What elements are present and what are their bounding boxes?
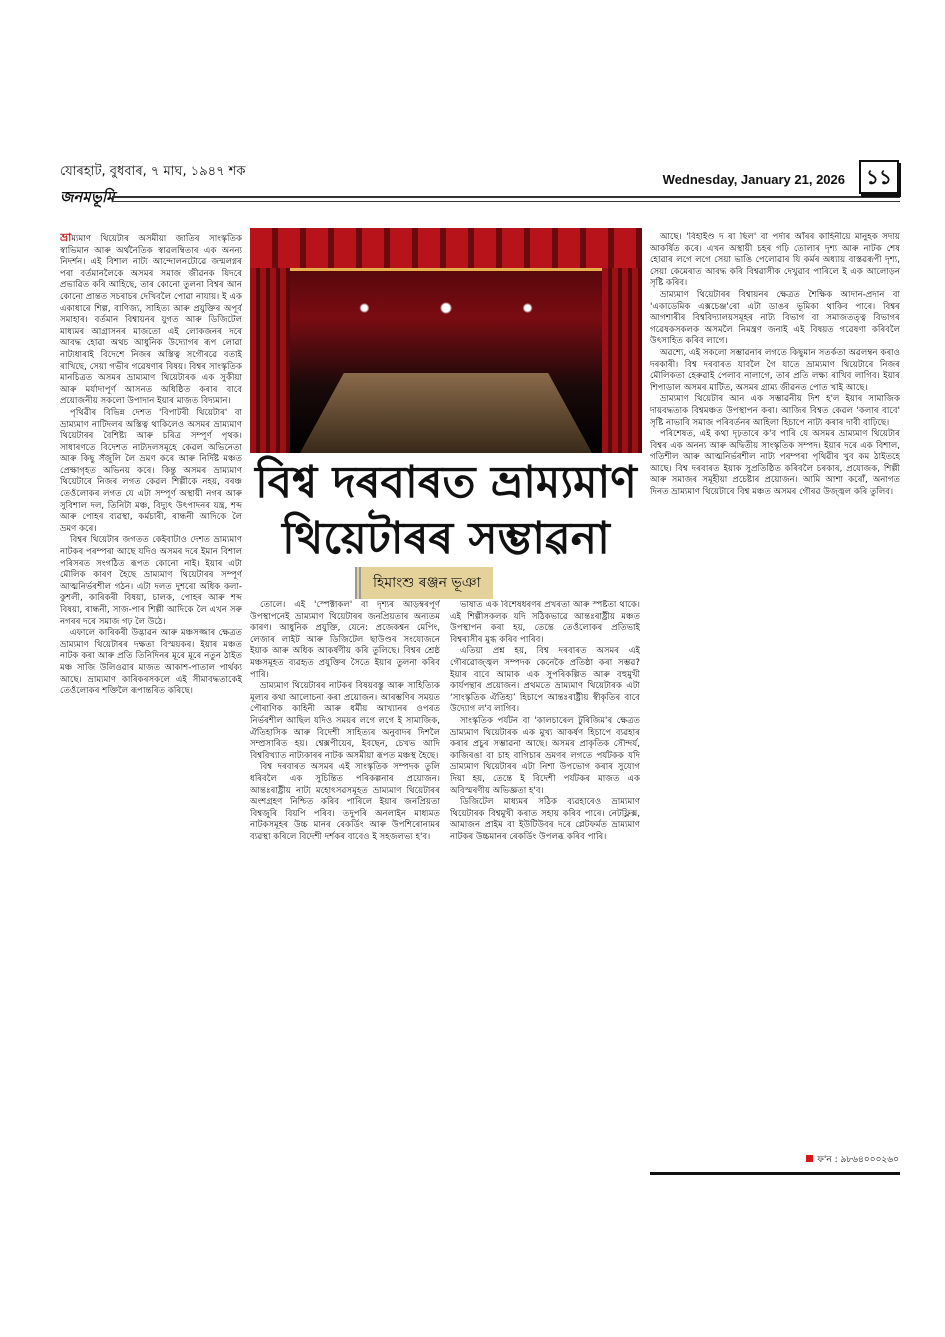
- curtain-valance: [250, 228, 642, 271]
- headline-line-2: থিয়েটাৰৰ সম্ভাৱনা: [282, 513, 610, 564]
- theatre-stage-photo: [250, 228, 642, 453]
- paragraph-text: ভ্ৰাম্যমাণ থিয়েটাৰ আন এক সম্ভাৱনীয় দিশ হ'ল ইয়াৰ সামাজিক দায়বদ্ধতাক বিশ্বমঞ্চত উপস্থাপন কৰা। আজিৰ বিশ্বত কেৱল 'কলাৰ বাবে' সৃষ্টি নাভাবি সমাজ পৰিবৰ্তনৰ আহিলা হিচাপে নাট্য কৰাৰ দাবী বাঢ়িছে।: [650, 394, 900, 428]
- red-square-icon: [806, 1155, 813, 1162]
- dateline: যোৰহাট, বুধবাৰ, ৭ মাঘ, ১৯৪৭ শক: [60, 164, 246, 179]
- author-phone: [806, 1152, 899, 1167]
- paragraph: [60, 535, 242, 628]
- curtain-left: [250, 268, 290, 453]
- paragraph-text: ডিজিটেল মাধ্যমৰ সঠিক ব্যৱহাৰেও ভ্ৰাম্যমাণ থিয়েটাৰক বিশ্বমুখী কৰাত সহায় কৰিব পাৰে। নেটফ্লিক্স, আমাজন প্ৰাইম বা ইউটিউবৰ দৰে প্লেটফৰ্মত ভ্ৰাম্যমাণ নাটকৰ উচ্চমানৰ ৰেকৰ্ডিং উপলব্ধ কৰিব পাৰি।: [450, 797, 640, 842]
- phone-number: ফ'ন : ৯৮৬৪০০০২৬০: [817, 1155, 899, 1165]
- article-headline: [250, 455, 642, 567]
- paragraph: [450, 797, 640, 843]
- paragraph: [650, 429, 900, 499]
- paragraph-text: তোলে। এই 'স্পেক্টাকল' বা দৃশ্যৰ আড়ম্বৰপূৰ্ণ উপস্থাপনেই ভ্ৰাম্যমাণ থিয়েটাৰৰ জনপ্ৰিয়তাৰ অন্যতম কাৰণ। আধুনিক প্ৰযুক্তি, যেনে: প্ৰজেকশ্বন মেপিং, লেজাৰ লাইট আৰু ডিজিটেল ছাউণ্ডৰ সংযোজনে ইয়াক আৰু অধিক আকৰ্ষণীয় কৰি তুলিছে। বিশ্বৰ শ্ৰেষ্ঠ মঞ্চসমূহত ব্যৱহৃত প্ৰযুক্তিৰ সৈতে ইয়াৰ তুলনা কৰিব পাৰি।: [250, 600, 440, 680]
- paragraph: [650, 290, 900, 348]
- paragraph: [60, 628, 242, 698]
- paragraph-text: ভ্ৰাম্যমাণ থিয়েটাৰৰ বিশ্বায়নৰ ক্ষেত্ৰত শৈক্ষিক আদান-প্ৰদান বা 'একাডেমিক এক্সচেঞ্জ'ৰো এটা ডাঙৰ ভূমিকা থাকিব পাৰে। বিশ্বৰ আগশাৰীৰ বিশ্ববিদ্যালয়সমূহৰ নাট্য বিভাগ বা সমাজতত্ত্ব বিভাগৰ গৱেষকসকলক অসমলৈ নিমন্ত্ৰণ জনাই এই বিষয়ত গৱেষণা কৰিবলৈ উৎসাহিত কৰিব লাগে।: [650, 289, 900, 347]
- article-column-3: [450, 600, 640, 1165]
- paragraph: [650, 348, 900, 394]
- paragraph: [450, 646, 640, 716]
- page-number: ১১: [859, 160, 899, 194]
- article-column-4: [650, 232, 900, 1152]
- paragraph-text: এফালে কাৰিকৰী উদ্ভাৱন আৰু মঞ্চসজ্জাৰ ক্ষেত্ৰত ভ্ৰাম্যমাণ থিয়েটাৰৰ দক্ষতা বিস্ময়কৰ। ইয়াৰ মঞ্চত নাটক কৰা আৰু প্ৰতি তিনিদিনৰ মূৰে মূৰে নতুন ঠাইত মঞ্চ সাজি উলিওৱাৰ মাজত আকাশ-পাতাল পাৰ্থক্য আছে। ভ্ৰাম্যমাণ কাৰিকৰসকলে এই সীমাবদ্ধতাকেই তেওঁলোকৰ শক্তিলৈ ৰূপান্তৰিত কৰিছে।: [60, 628, 242, 697]
- curtain-right: [602, 268, 642, 453]
- paragraph-text: আছে। 'বিহাইণ্ড দ ৰা ছিল' বা পৰ্দাৰ আঁৰৰ কাহিনীয়ে মানুহক সদায় আকৰ্ষিত কৰে। এখন অস্থায়ী চহৰ গঢ়ি তোলাৰ দৃশ্য আৰু নাটক শেষ হোৱাৰ লগে লগে সেয়া ভাঙি পেলোৱাৰ যি কৰ্মৰ অধ্যায় বাস্তৱৰূপী দৃশ্য, সেয়া কেমেৰাত আবদ্ধ কৰি বিশ্বৱাসীক দেখুৱাব পাৰিলে ই এক আলোড়ন সৃষ্টি কৰিব।: [650, 232, 900, 289]
- paragraph: [450, 600, 640, 646]
- paragraph-text: ম্যমাণ থিয়েটাৰ অসমীয়া জাতিৰ সাংস্কৃতিক স্বাভিমান আৰু অৰ্থনৈতিক স্বাৱলম্বিতাৰ এক অনন্য নিদৰ্শন। এই বিশাল নাট্য আন্দোলনটোৱে জন্মলগ্নৰ পৰা বৰ্তমানলৈকে অসমৰ সমাজ জীৱনক যিদৰে প্ৰভাৱিত কৰি আহিছে, তাৰ কোনো তুলনা বিশ্বৰ আন কোনো প্ৰান্তত সচৰাচৰ দেখিবলৈ পোৱা নাযায়। ই এক একাধাৰে শিল্প, বাণিজ্য, সাহিত্য আৰু প্ৰযুক্তিৰ অপূৰ্ব সমাহাৰ। বৰ্তমান বিশ্বায়নৰ যুগত আৰু ডিজিটেল মাধ্যমৰ আগ্ৰাসনৰ মাজতো এই লোকজনৰ দৰে আবদ্ধ হোৱা অথচ আধুনিক উদ্যোগৰ ৰূপ লোৱা নাট্যধাৰাই বিদেশে নিজৰ অস্তিত্ব সগৌৰৱে বতাই ৰাখিছে, সেয়া গভীৰ গৱেষণাৰ বিষয়। বিশ্বৰ সাংস্কৃতিক মানচিত্ৰত অসমৰ ভ্ৰাম্যমাণ থিয়েটাৰক এক সুকীয়া আৰু মৰ্যাদাপূৰ্ণ আসনত অধিষ্ঠিত কৰাৰ বাবে প্ৰয়োজনীয় সকলো উপাদান ইয়াৰ মাজত বিদ্যমান।: [60, 234, 242, 407]
- article-column-1: [60, 232, 242, 1162]
- article-column-2: [250, 600, 440, 1165]
- paragraph-text: বিশ্ব দৰবাৰত অসমৰ এই সাংস্কৃতিক সম্পদক তুলি ধৰিবলৈ এক সুচিন্তিত পৰিকল্পনাৰ প্ৰয়োজন। আন্তঃৰাষ্ট্ৰীয় নাট্য মহোৎসৱসমূহত ভ্ৰাম্যমাণ থিয়েটাৰৰ অংশগ্ৰহণ নিশ্চিত কৰিব পাৰিলে ইয়াৰ জনপ্ৰিয়তা বিশ্বজুৰি বিয়পি পৰিব। তদুপৰি অনলাইন মাধ্যমত নাটকসমূহৰ উচ্চ মানৰ ৰেকৰ্ডিং আৰু উপশিৰোনামৰ ব্যৱস্থা কৰিলে বিদেশী দৰ্শকৰ বাবেও ই সহজলভ্য হ'ব।: [250, 762, 440, 842]
- date-english: Wednesday, January 21, 2026: [662, 172, 845, 187]
- paragraph-text: ভাষাত এক বিশেষধৰণৰ প্ৰখৰতা আৰু স্পষ্টতা থাকে। এই শিল্পীসকলক যদি সঠিকভাৱে আন্তঃৰাষ্ট্ৰীয় মঞ্চত উপস্থাপন কৰা হয়, তেন্তে তেওঁলোকৰ প্ৰতিভাই বিশ্বৰাসীৰ মুগ্ধ কৰিব পাৰিব।: [450, 600, 640, 645]
- masthead-logo: জনমভূমি: [60, 188, 115, 206]
- stage-lights: [310, 288, 582, 328]
- paragraph: [650, 232, 900, 290]
- paragraph: [60, 232, 242, 408]
- paragraph: [650, 394, 900, 429]
- paragraph: [250, 600, 440, 681]
- drop-cap: ভ্ৰা: [60, 232, 72, 244]
- paragraph-text: অৱশ্যে, এই সকলো সম্ভাৱনাৰ লগতে কিছুমান সতৰ্কতা অৱলম্বন কৰাও দৰকাৰী। বিশ্ব দৰবাৰত যাবলৈ গৈ যাতে ভ্ৰাম্যমাণ থিয়েটাৰে নিজৰ মৌলিকতা হেৰুৱাই পেলাব নালাগে, তাৰ প্ৰতি লক্ষ্য ৰাখিব লাগিব। ইয়াৰ শিপাডাল অসমৰ মাটিত, অসমৰ গ্ৰাম্য জীৱনত পোত খাই আছে।: [650, 347, 900, 393]
- paragraph: [250, 762, 440, 843]
- article-end-rule: [650, 1172, 900, 1175]
- paragraph: [250, 681, 440, 762]
- paragraph: [60, 408, 242, 536]
- paragraph-text: এতিয়া প্ৰশ্ন হয়, বিশ্ব দৰবাৰত অসমৰ এই গৌৰৱোজ্জ্বল সম্পদক কেনেকৈ প্ৰতিষ্ঠা কৰা সম্ভৱ? ইয়াৰ বাবে আমাক এক সুপৰিকল্পিত আৰু বহুমুখী কাৰ্যপন্থাৰ প্ৰয়োজন। প্ৰথমতে ভ্ৰাম্যমাণ থিয়েটাৰক এটা ‘সাংস্কৃতিক ঐতিহ্য’ হিচাপে আন্তঃৰাষ্ট্ৰীয় স্বীকৃতিৰ বাবে উদ্যোগ ল'ব লাগিব।: [450, 646, 640, 715]
- paragraph-text: বিশ্বৰ থিয়েটাৰ জগতত কেইবাটাও দেশত ভ্ৰাম্যমাণ নাটকৰ পৰম্পৰা আছে যদিও অসমৰ দৰে ইমান বিশাল পৰিসৰত সংগঠিত ৰূপত কোনো নাই। ইয়াৰ এটা মৌলিক কাৰণ হৈছে ভ্ৰাম্যমাণ থিয়েটাৰৰ সম্পূৰ্ণ আত্মনিৰ্ভৰশীল গঠন। এটা দলত দুশৰো অধিক কলা-কুশলী, কাৰিকৰী বিষয়া, চালক, পোহৰ আৰু শব্দ বিষয়া, ৰান্ধনী, সাজ-পাৰ শিল্পী আদিকে লৈ এখন সৰু নগৰৰ দৰে সমাজ গঢ় লৈ উঠে।: [60, 535, 242, 627]
- headline-line-1: বিশ্ব দৰবাৰত ভ্ৰাম্যমাণ: [255, 457, 637, 508]
- paragraph: [450, 716, 640, 797]
- paragraph-text: সাংস্কৃতিক পৰ্যটন বা 'কালচাৰেল টুৰিজিম'ৰ ক্ষেত্ৰত ভ্ৰাম্যমাণ থিয়েটাৰক এক মুখ্য আকৰ্ষণ হিচাপে ব্যৱহাৰ কৰাৰ প্ৰচুৰ সম্ভাৱনা আছে। অসমৰ প্ৰাকৃতিক সৌন্দৰ্য, কাজিৰঙা বা চাহ বাগিচাৰ ভ্ৰমণৰ লগতে পৰ্যটকক যদি ভ্ৰাম্যমাণ থিয়েটাৰৰ এটা নিশা উপভোগ কৰাৰ সুযোগ দিয়া হয়, তেন্তে ই বিদেশী পৰ্যটকৰ মাজত এক অবিস্মৰণীয় অভিজ্ঞতা হ'ব।: [450, 715, 640, 796]
- author-byline: হিমাংশু ৰঞ্জন ভূঞা: [355, 567, 493, 599]
- paragraph-text: ভ্ৰাম্যমাণ থিয়েটাৰৰ নাটকৰ বিষয়বস্তু আৰু সাহিত্যিক মূল্যৰ কথা আলোচনা কৰা প্ৰয়োজন। আৰম্ভণিৰ সময়ত পৌৰাণিক কাহিনী আৰু ধৰ্মীয় আখ্যানৰ ওপৰত নিৰ্ভৰশীল আছিল যদিও সময়ৰ লগে লগে ই সামাজিক, ঐতিহাসিক আৰু বিদেশী সাহিত্যৰ অনুবাদৰ দিশলৈ সম্প্ৰসাৰিত হয়। শ্বেক্সপীয়েৰ, ইবছেন, চেখভ আদি বিশ্ববিখ্যাত নাট্যকাৰৰ নাটক অসমীয়া ৰূপত মঞ্চস্থ হৈছে।: [250, 681, 440, 761]
- paragraph-text: পৃথিৱীৰ বিভিন্ন দেশত 'বিপাটৰী থিয়েটাৰ' বা ভ্ৰাম্যমাণ নাটিদলৰ অস্তিত্ব থাকিলেও অসমৰ ভ্ৰাম্যমাণ থিয়েটাৰৰ বৈশিষ্ট্য আৰু চৰিত্ৰ সম্পূৰ্ণ পৃথক। সাধাৰণতে বিদেশত নাট্যদলসমূহে কেৱল অভিনেতা আৰু কিছু সঁজুলি লৈ ভ্ৰমণ কৰে আৰু নিৰ্দিষ্ট মঞ্চত প্ৰেক্ষাগৃহত অভিনয় কৰে। কিন্তু অসমৰ ভ্ৰাম্যমাণ থিয়েটাৰে নিজৰ লগত কেৱল শিল্পীকে নহয়, বৰঞ্চ তেওঁলোকৰ লগত যে এটা সম্পূৰ্ণ অস্থায়ী নগৰ আৰু সুবিশাল দল, তিনিটা মঞ্চ, বিদ্যুৎ উৎপাদনৰ যন্ত্ৰ, শব্দ আৰু পোহৰ ব্যৱস্থা, কৰ্মচাৰী, ৰান্ধনী আদিকে লৈ ভ্ৰমণ কৰে।: [60, 407, 242, 534]
- header-rule: [112, 196, 900, 202]
- stage-floor: [300, 373, 592, 453]
- paragraph-text: পৰিশেষত, এই কথা দৃঢ়তাৰে ক'ব পাৰি যে অসমৰ ভ্ৰাম্যমাণ থিয়েটাৰ বিশ্বৰ এক অনন্য আৰু অদ্বিতীয় সাংস্কৃতিক সম্পদ। ইয়াৰ দৰে এক বিশাল, গতিশীল আৰু আত্মনিৰ্ভৰশীল নাট্য পৰম্পৰা পৃথিৱীৰ খুব কম ঠাইতহে আছে। বিশ্ব দৰবাৰত ইয়াক সুপ্ৰতিষ্ঠিত কৰিবলৈ চৰকাৰ, প্ৰযোজক, শিল্পী আৰু সমাজৰ সমূহীয়া প্ৰচেষ্টাৰ প্ৰয়োজন। আমি আশা কৰোঁ, অনাগত দিনত ভ্ৰাম্যমাণ থিয়েটাৰে বিশ্ব মঞ্চত অসমৰ গৌৰৱ উজ্জ্বল কৰি তুলিব।: [650, 429, 900, 498]
